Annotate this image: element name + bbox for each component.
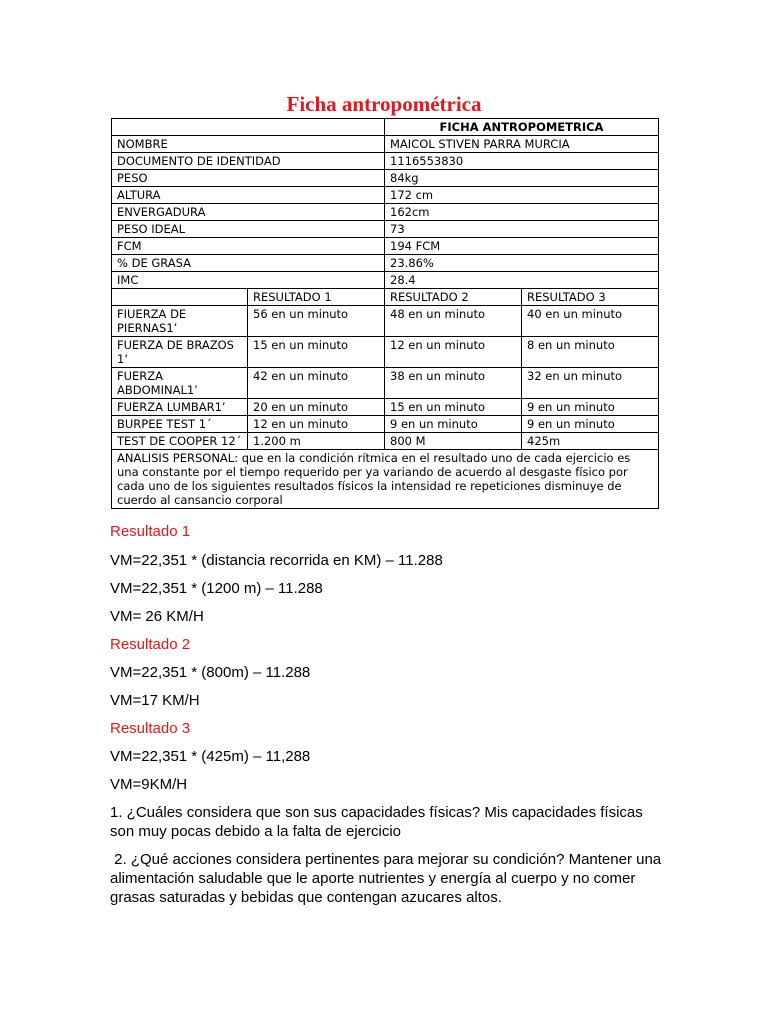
- result-header-row: [112, 289, 659, 306]
- row-label: FCM: [112, 238, 385, 255]
- analysis-row: [112, 450, 659, 509]
- row-label: ENVERGADURA: [112, 204, 385, 221]
- row-value: 194 FCM: [385, 238, 659, 255]
- row-value: 28.4: [385, 272, 659, 289]
- table-row: [112, 153, 659, 170]
- formula-line: VM=22,351 * (1200 m) – 11.288: [110, 580, 323, 597]
- result-cell: 8 en un minuto: [522, 337, 659, 368]
- row-value: 23.86%: [385, 255, 659, 272]
- result-cell: 20 en un minuto: [248, 399, 385, 416]
- result-cell: 12 en un minuto: [248, 416, 385, 433]
- result-label: Resultado 3: [110, 720, 191, 737]
- table-row: [112, 399, 659, 416]
- row-label: FIUERZA DE PIERNAS1’: [112, 306, 248, 337]
- result-label: Resultado 2: [110, 636, 191, 653]
- row-label: PESO IDEAL: [112, 221, 385, 238]
- empty-cell: [112, 289, 248, 306]
- result-cell: 40 en un minuto: [522, 306, 659, 337]
- row-label: % DE GRASA: [112, 255, 385, 272]
- row-label: IMC: [112, 272, 385, 289]
- table-row: [112, 272, 659, 289]
- table-row: [112, 337, 659, 368]
- table-row: [112, 238, 659, 255]
- table-header-row: [112, 119, 659, 136]
- row-label: NOMBRE: [112, 136, 385, 153]
- formula-line: VM= 26 KM/H: [110, 608, 204, 625]
- table-row: [112, 204, 659, 221]
- formula-line: VM=17 KM/H: [110, 692, 200, 709]
- question-2: 2. ¿Qué acciones considera pertinentes para mejorar su condición? Mantener una alimentación saludable que le aporte nutrientes y energía al cuerpo y no comer grasas saturadas y bebidas que contengan azucares altos.: [110, 851, 666, 906]
- row-value: 73: [385, 221, 659, 238]
- row-label: DOCUMENTO DE IDENTIDAD: [112, 153, 385, 170]
- row-value: MAICOL STIVEN PARRA MURCIA: [385, 136, 659, 153]
- result-header: RESULTADO 3: [522, 289, 659, 306]
- formula-line: VM=22,351 * (800m) – 11.288: [110, 664, 311, 681]
- result-cell: 9 en un minuto: [522, 399, 659, 416]
- row-value: 1116553830: [385, 153, 659, 170]
- result-cell: 9 en un minuto: [385, 416, 522, 433]
- result-cell: 48 en un minuto: [385, 306, 522, 337]
- row-label: FUERZA LUMBAR1’: [112, 399, 248, 416]
- question-1: 1. ¿Cuáles considera que son sus capacidades físicas? Mis capacidades físicas son muy pocas debido a la falta de ejercicio: [110, 804, 647, 840]
- row-label: ALTURA: [112, 187, 385, 204]
- row-value: 162cm: [385, 204, 659, 221]
- table-row: [112, 433, 659, 450]
- formula-line: VM=22,351 * (distancia recorrida en KM) – 11.288: [110, 552, 443, 569]
- result-cell: 56 en un minuto: [248, 306, 385, 337]
- result-label: Resultado 1: [110, 523, 191, 540]
- table-row: [112, 136, 659, 153]
- formula-line: VM=22,351 * (425m) – 11,288: [110, 748, 311, 765]
- page-title: Ficha antropométrica: [286, 92, 482, 116]
- row-label: FUERZA DE BRAZOS 1’: [112, 337, 248, 368]
- table-row: [112, 255, 659, 272]
- result-cell: 12 en un minuto: [385, 337, 522, 368]
- row-label: TEST DE COOPER 12´: [112, 433, 248, 450]
- row-label: PESO: [112, 170, 385, 187]
- result-header: RESULTADO 1: [248, 289, 385, 306]
- table-row: [112, 368, 659, 399]
- result-cell: 1.200 m: [248, 433, 385, 450]
- analysis-text: ANALISIS PERSONAL: que en la condición rítmica en el resultado uno de cada ejercicio es una constante por el tiempo requerido per ya variando de acuerdo al desgaste físico por cada uno de los siguientes resultados físicos la intensidad re repeticiones disminuye de cuerdo al cansancio corporal: [112, 450, 659, 509]
- empty-cell: [112, 119, 385, 136]
- row-label: BURPEE TEST 1´: [112, 416, 248, 433]
- result-cell: 425m: [522, 433, 659, 450]
- results-section: [110, 522, 670, 907]
- result-header: RESULTADO 2: [385, 289, 522, 306]
- result-cell: 9 en un minuto: [522, 416, 659, 433]
- formula-line: VM=9KM/H: [110, 776, 188, 793]
- row-value: 172 cm: [385, 187, 659, 204]
- table-row: [112, 187, 659, 204]
- result-cell: 32 en un minuto: [522, 368, 659, 399]
- anthropometric-table: [111, 118, 659, 509]
- row-label: FUERZA ABDOMINAL1’: [112, 368, 248, 399]
- table-header: FICHA ANTROPOMETRICA: [385, 119, 659, 136]
- table-row: [112, 306, 659, 337]
- row-value: 84kg: [385, 170, 659, 187]
- result-cell: 15 en un minuto: [248, 337, 385, 368]
- table-row: [112, 170, 659, 187]
- table-row: [112, 416, 659, 433]
- result-cell: 42 en un minuto: [248, 368, 385, 399]
- table-row: [112, 221, 659, 238]
- result-cell: 800 M: [385, 433, 522, 450]
- result-cell: 38 en un minuto: [385, 368, 522, 399]
- result-cell: 15 en un minuto: [385, 399, 522, 416]
